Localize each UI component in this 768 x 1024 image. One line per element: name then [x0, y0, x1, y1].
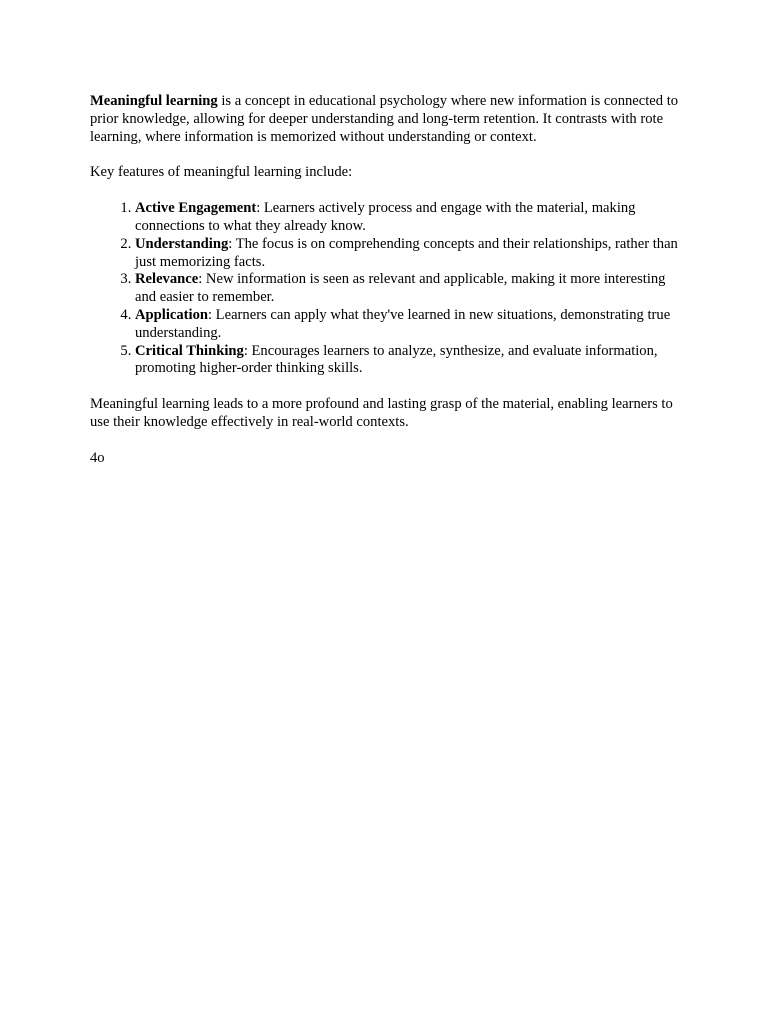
intro-paragraph	[90, 93, 682, 146]
feature-item-critical-thinking	[135, 343, 682, 379]
feature-term: Active Engagement	[135, 200, 257, 217]
feature-term: Relevance	[135, 271, 199, 288]
feature-item-application	[135, 307, 682, 343]
features-list	[90, 200, 682, 378]
feature-text: : Learners actively process and engage with the material, making connections to what they already know.	[135, 200, 636, 234]
intro-term: Meaningful learning	[90, 93, 218, 109]
feature-text: : Learners can apply what they've learned in new situations, demonstrating true understanding.	[135, 306, 671, 341]
feature-term: Critical Thinking	[135, 342, 244, 359]
features-lead: Key features of meaningful learning include:	[90, 164, 353, 181]
feature-term: Understanding	[135, 235, 229, 252]
conclusion-paragraph: Meaningful learning leads to a more profound and lasting grasp of the material, enabling learners to use their knowledge effectively in real-world contexts.	[90, 396, 673, 430]
feature-item-active-engagement	[135, 200, 682, 236]
feature-text: : Encourages learners to analyze, synthesize, and evaluate information, promoting higher-order thinking skills.	[135, 342, 658, 377]
intro-text: is a concept in educational psychology where new information is connected to prior knowledge, allowing for deeper understanding and long-term retention. It contrasts with rote learning, where information is memorized without understanding or context.	[90, 93, 679, 145]
feature-term: Application	[135, 306, 208, 323]
footer-label: 4o	[90, 449, 105, 466]
feature-item-understanding	[135, 236, 682, 272]
feature-text: : The focus is on comprehending concepts and their relationships, rather than just memorizing facts.	[135, 235, 678, 270]
feature-text: : New information is seen as relevant and applicable, making it more interesting and easier to remember.	[135, 271, 666, 306]
document-page	[90, 93, 682, 468]
feature-item-relevance	[135, 271, 682, 307]
